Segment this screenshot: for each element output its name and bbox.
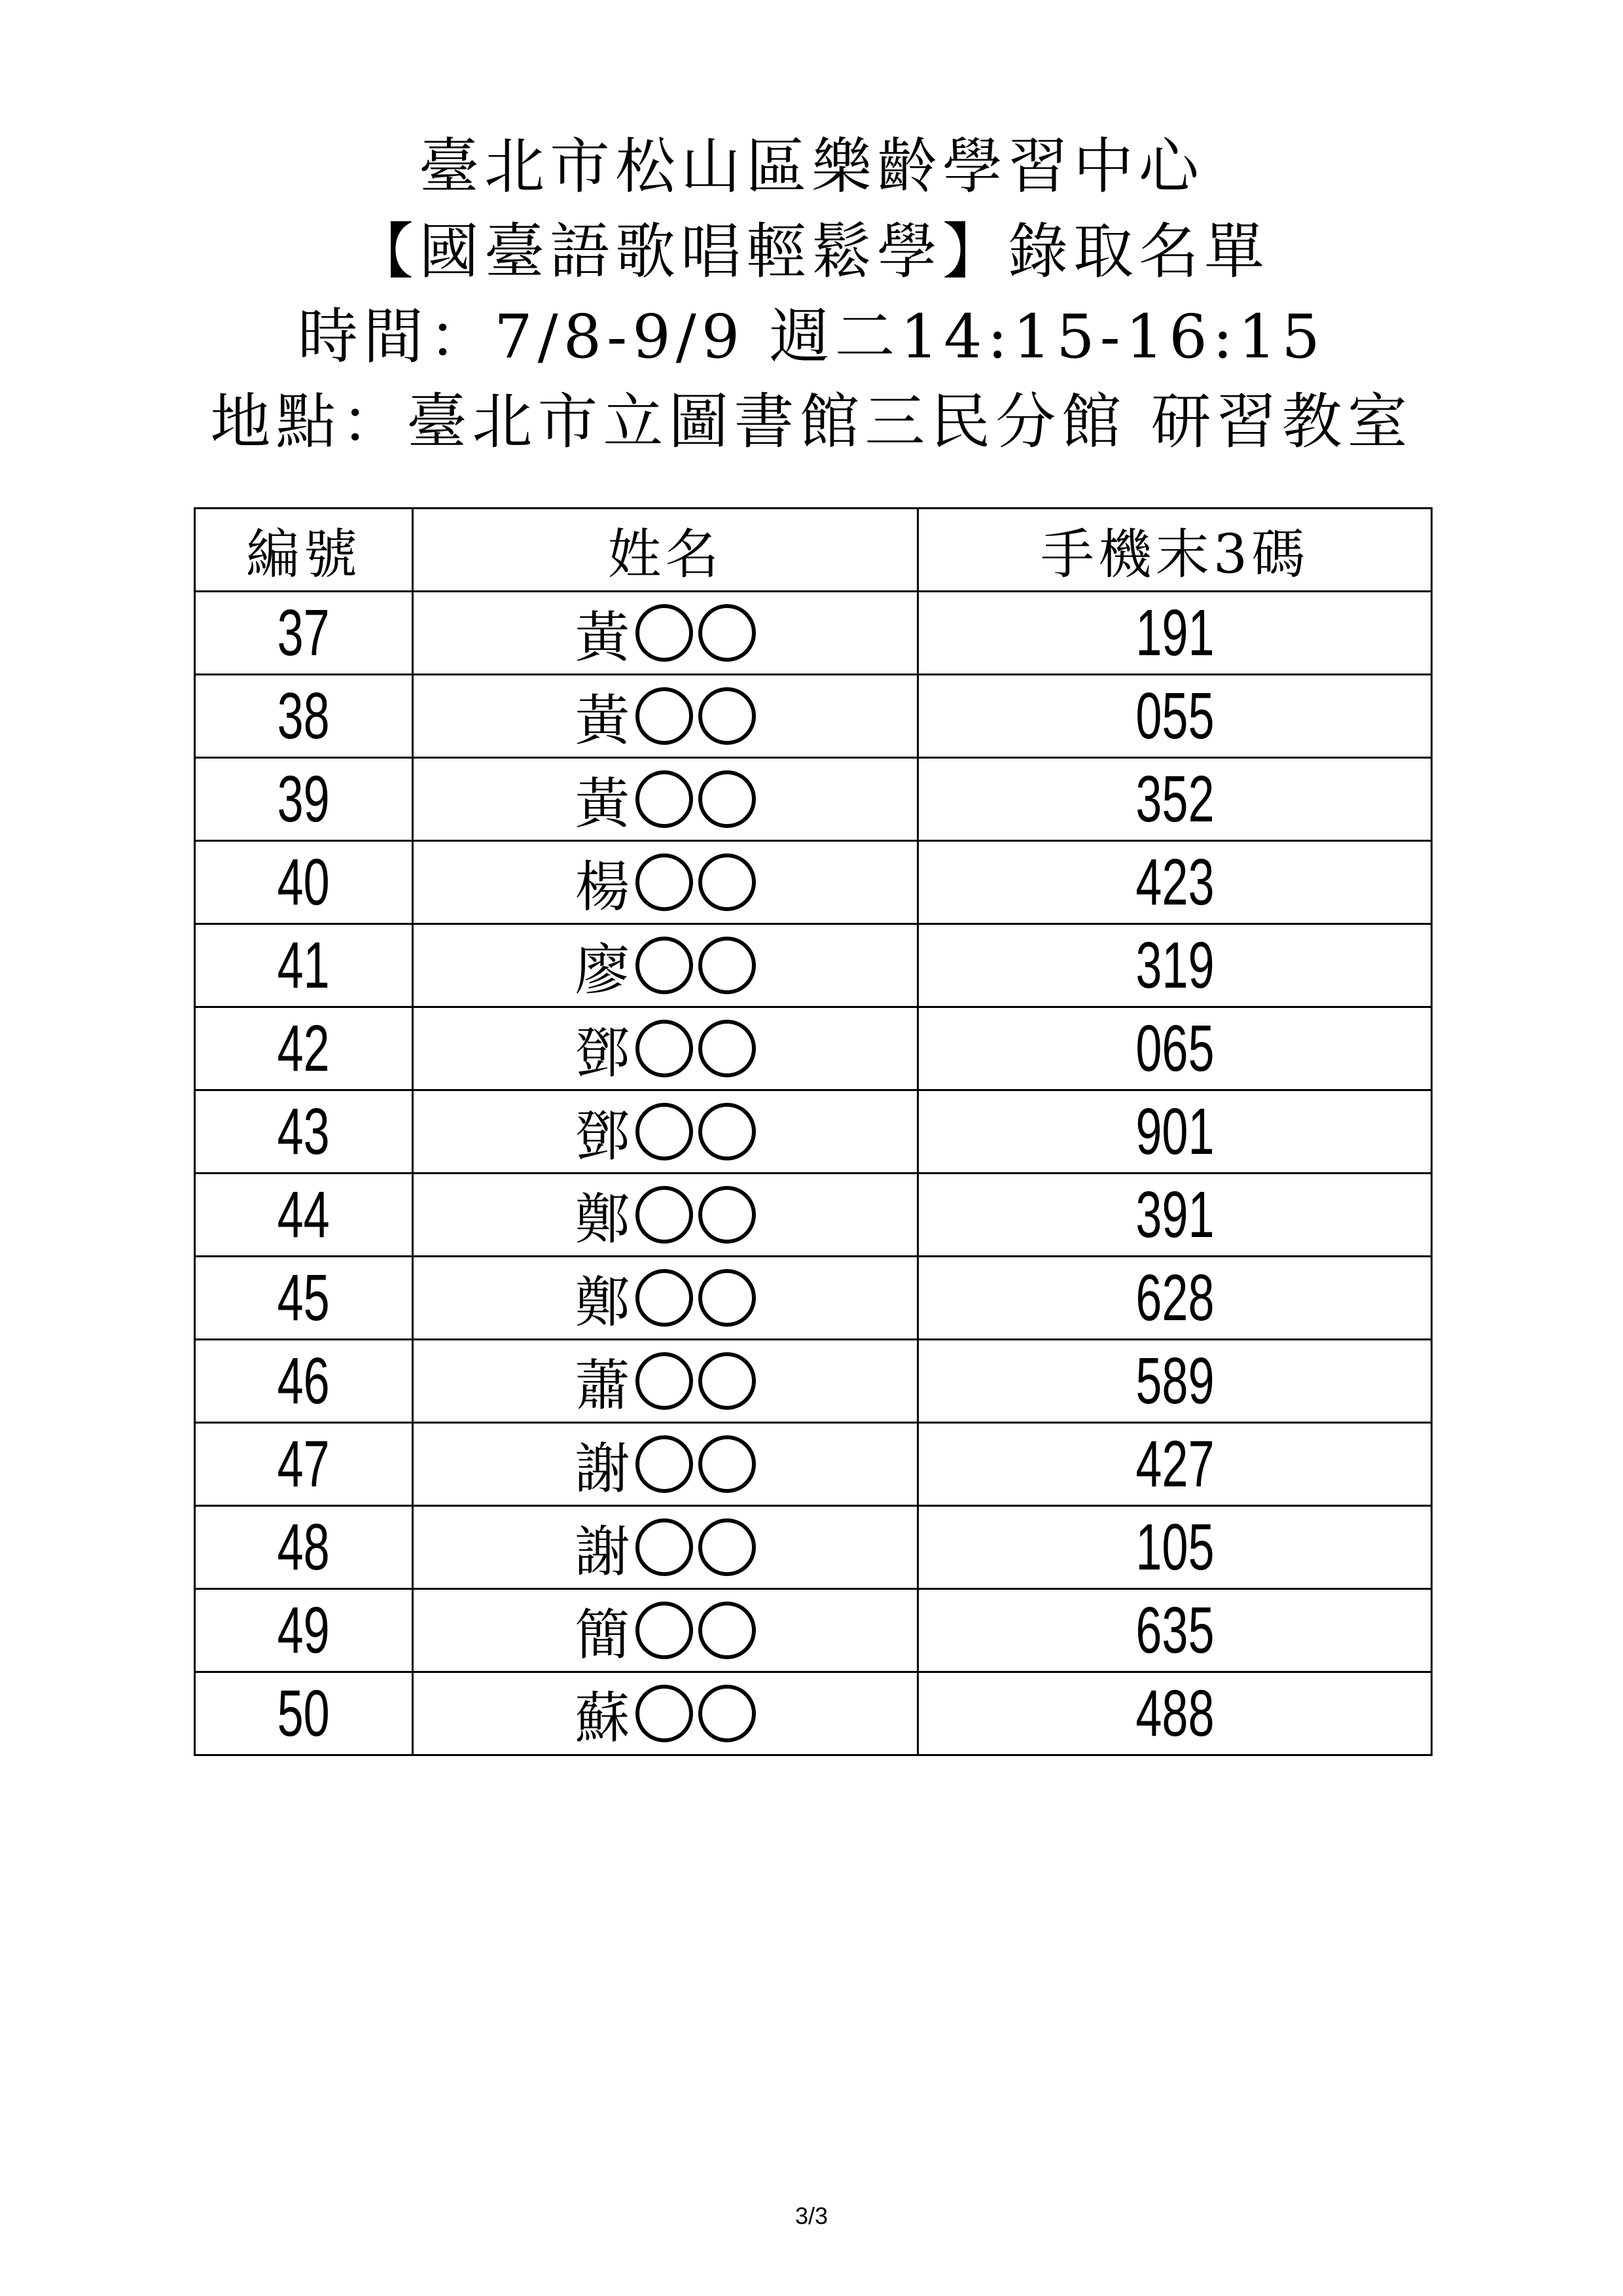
masked-character-circle-icon xyxy=(698,1602,756,1659)
phone-last3-cell xyxy=(918,1423,1432,1506)
name-cell xyxy=(413,1672,918,1755)
table-row xyxy=(195,758,1432,841)
row-number: 37 xyxy=(277,596,330,670)
phone-last3-cell xyxy=(918,675,1432,758)
masked-character-circle-icon xyxy=(698,1352,756,1410)
surname: 鄭 xyxy=(575,1270,630,1335)
row-number: 45 xyxy=(277,1261,330,1335)
column-header-phone: 手機末3碼 xyxy=(918,509,1432,592)
phone-last3-cell xyxy=(918,924,1432,1007)
row-number: 46 xyxy=(277,1344,330,1418)
table-row xyxy=(195,1340,1432,1423)
row-number-cell xyxy=(195,1090,413,1174)
row-number-cell xyxy=(195,1672,413,1755)
row-number: 43 xyxy=(277,1094,330,1168)
phone-last3: 391 xyxy=(1135,1177,1215,1251)
surname: 楊 xyxy=(575,854,630,919)
location: 地點：臺北市立圖書館三民分館 研習教室 xyxy=(210,387,1413,457)
row-number: 47 xyxy=(277,1427,330,1501)
row-number-cell xyxy=(195,592,413,675)
phone-last3: 628 xyxy=(1135,1261,1215,1335)
table-row xyxy=(195,1257,1432,1340)
masked-character-circle-icon xyxy=(635,604,693,662)
row-number-cell xyxy=(195,841,413,924)
document-header xyxy=(0,124,1623,465)
name-cell xyxy=(413,1589,918,1672)
row-number: 38 xyxy=(277,679,330,753)
phone-last3: 065 xyxy=(1135,1011,1215,1085)
table-body xyxy=(195,592,1432,1755)
surname: 鄧 xyxy=(575,1020,630,1085)
row-number-cell xyxy=(195,758,413,841)
phone-last3: 427 xyxy=(1135,1427,1215,1501)
phone-last3: 488 xyxy=(1135,1676,1215,1750)
row-number: 41 xyxy=(277,928,330,1002)
phone-last3-cell xyxy=(918,758,1432,841)
surname: 謝 xyxy=(575,1436,630,1501)
column-header-name: 姓名 xyxy=(413,509,918,592)
masked-character-circle-icon xyxy=(698,1103,756,1160)
masked-character-circle-icon xyxy=(635,1269,693,1327)
name-cell xyxy=(413,841,918,924)
phone-last3: 589 xyxy=(1135,1344,1215,1418)
row-number-cell xyxy=(195,1257,413,1340)
surname: 黃 xyxy=(575,605,630,670)
phone-last3-cell xyxy=(918,1672,1432,1755)
phone-last3: 105 xyxy=(1135,1510,1215,1584)
row-number-cell xyxy=(195,1423,413,1506)
page-number: 3/3 xyxy=(794,2202,829,2229)
table-header-row xyxy=(195,509,1432,592)
name-cell xyxy=(413,758,918,841)
course-title: 【國臺語歌唱輕鬆學】錄取名單 xyxy=(353,217,1270,287)
masked-character-circle-icon xyxy=(635,1518,693,1576)
phone-last3-cell xyxy=(918,1174,1432,1257)
masked-character-circle-icon xyxy=(698,937,756,994)
surname: 黃 xyxy=(575,771,630,836)
masked-character-circle-icon xyxy=(698,1020,756,1077)
masked-character-circle-icon xyxy=(635,1685,693,1742)
phone-last3: 901 xyxy=(1135,1094,1215,1168)
name-cell xyxy=(413,1090,918,1174)
masked-character-circle-icon xyxy=(635,1352,693,1410)
phone-last3-cell xyxy=(918,592,1432,675)
masked-character-circle-icon xyxy=(698,853,756,911)
schedule-time: 時間：7/8-9/9 週二14:15-16:15 xyxy=(298,302,1325,372)
name-cell xyxy=(413,1340,918,1423)
masked-character-circle-icon xyxy=(635,1435,693,1493)
phone-last3-cell xyxy=(918,841,1432,924)
masked-character-circle-icon xyxy=(698,1435,756,1493)
table-row xyxy=(195,1174,1432,1257)
masked-character-circle-icon xyxy=(635,853,693,911)
phone-last3-cell xyxy=(918,1007,1432,1090)
masked-character-circle-icon xyxy=(635,1103,693,1160)
masked-character-circle-icon xyxy=(698,687,756,745)
table-row xyxy=(195,1672,1432,1755)
masked-character-circle-icon xyxy=(698,1269,756,1327)
masked-character-circle-icon xyxy=(635,1602,693,1659)
masked-character-circle-icon xyxy=(698,604,756,662)
table-row xyxy=(195,675,1432,758)
row-number-cell xyxy=(195,1506,413,1589)
phone-last3-cell xyxy=(918,1506,1432,1589)
surname: 廖 xyxy=(575,937,630,1002)
table-row xyxy=(195,1090,1432,1174)
masked-character-circle-icon xyxy=(635,937,693,994)
surname: 蕭 xyxy=(575,1353,630,1418)
name-cell xyxy=(413,675,918,758)
phone-last3: 423 xyxy=(1135,845,1215,919)
table-row xyxy=(195,841,1432,924)
table-row xyxy=(195,1589,1432,1672)
row-number-cell xyxy=(195,1589,413,1672)
name-cell xyxy=(413,1257,918,1340)
phone-last3: 055 xyxy=(1135,679,1215,753)
name-cell xyxy=(413,592,918,675)
admission-list-table xyxy=(194,507,1433,1756)
row-number-cell xyxy=(195,675,413,758)
masked-character-circle-icon xyxy=(635,1186,693,1244)
surname: 謝 xyxy=(575,1519,630,1584)
table-row xyxy=(195,592,1432,675)
phone-last3-cell xyxy=(918,1257,1432,1340)
surname: 簡 xyxy=(575,1602,630,1667)
row-number: 40 xyxy=(277,845,330,919)
row-number-cell xyxy=(195,1174,413,1257)
surname: 鄧 xyxy=(575,1103,630,1168)
row-number-cell xyxy=(195,1007,413,1090)
masked-character-circle-icon xyxy=(698,1518,756,1576)
center-name-title: 臺北市松山區樂齡學習中心 xyxy=(418,132,1204,202)
row-number: 49 xyxy=(277,1593,330,1667)
row-number: 39 xyxy=(277,762,330,836)
masked-character-circle-icon xyxy=(698,1186,756,1244)
name-cell xyxy=(413,1174,918,1257)
name-cell xyxy=(413,1506,918,1589)
name-cell xyxy=(413,1423,918,1506)
row-number: 48 xyxy=(277,1510,330,1584)
masked-character-circle-icon xyxy=(635,687,693,745)
phone-last3: 352 xyxy=(1135,762,1215,836)
phone-last3-cell xyxy=(918,1090,1432,1174)
phone-last3-cell xyxy=(918,1340,1432,1423)
table-row xyxy=(195,924,1432,1007)
masked-character-circle-icon xyxy=(698,770,756,828)
row-number: 42 xyxy=(277,1011,330,1085)
surname: 鄭 xyxy=(575,1187,630,1251)
phone-last3-cell xyxy=(918,1589,1432,1672)
row-number: 50 xyxy=(277,1676,330,1750)
row-number: 44 xyxy=(277,1177,330,1251)
row-number-cell xyxy=(195,924,413,1007)
masked-character-circle-icon xyxy=(635,1020,693,1077)
masked-character-circle-icon xyxy=(635,770,693,828)
row-number-cell xyxy=(195,1340,413,1423)
masked-character-circle-icon xyxy=(698,1685,756,1742)
surname: 黃 xyxy=(575,688,630,753)
phone-last3: 191 xyxy=(1135,596,1215,670)
table-row xyxy=(195,1423,1432,1506)
name-cell xyxy=(413,924,918,1007)
column-header-number: 編號 xyxy=(195,509,413,592)
name-cell xyxy=(413,1007,918,1090)
table-row xyxy=(195,1506,1432,1589)
phone-last3: 635 xyxy=(1135,1593,1215,1667)
phone-last3: 319 xyxy=(1135,928,1215,1002)
table-row xyxy=(195,1007,1432,1090)
surname: 蘇 xyxy=(575,1685,630,1750)
